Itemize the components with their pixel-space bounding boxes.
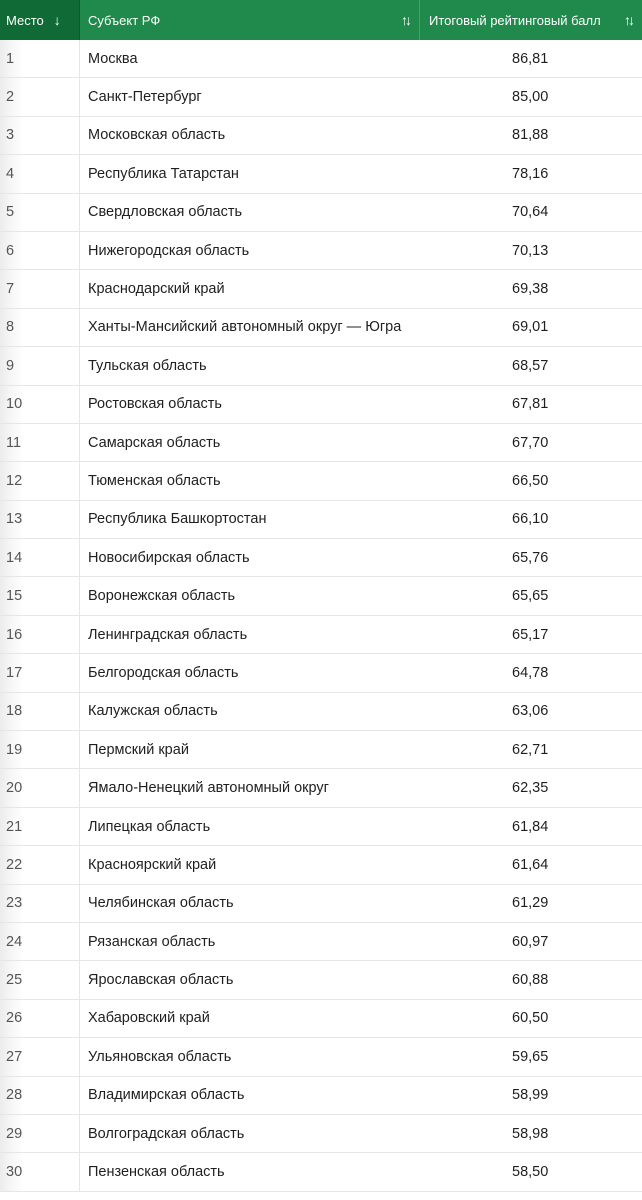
cell-subject: Краснодарский край (88, 281, 225, 298)
column-header-place[interactable] (0, 0, 80, 40)
cell-score: 58,99 (512, 1087, 549, 1104)
cell-place: 11 (0, 424, 80, 461)
cell-score: 81,88 (512, 127, 549, 144)
cell-score: 58,98 (512, 1125, 549, 1142)
cell-score: 65,65 (512, 588, 549, 605)
cell-subject: Пензенская область (88, 1164, 225, 1181)
table-header (0, 0, 642, 40)
cell-place: 19 (0, 731, 80, 768)
cell-place: 1 (0, 40, 80, 77)
table-row (0, 616, 642, 654)
cell-place: 9 (0, 347, 80, 384)
cell-place: 14 (0, 539, 80, 576)
column-header-subject[interactable] (80, 0, 420, 40)
column-header-subject-label: Субъект РФ (88, 12, 161, 28)
table-row (0, 654, 642, 692)
cell-subject: Тюменская область (88, 472, 221, 489)
table-row (0, 1153, 642, 1191)
cell-place: 23 (0, 885, 80, 922)
cell-subject: Владимирская область (88, 1087, 245, 1104)
cell-place: 10 (0, 386, 80, 423)
cell-subject: Челябинская область (88, 895, 234, 912)
cell-subject: Ханты-Мансийский автономный округ — Югра (88, 319, 402, 336)
table-row (0, 270, 642, 308)
cell-score: 66,10 (512, 511, 549, 528)
cell-score: 86,81 (512, 50, 549, 67)
sort-desc-icon[interactable]: ↓ (53, 12, 61, 28)
table-row (0, 424, 642, 462)
table-row (0, 961, 642, 999)
cell-place: 4 (0, 155, 80, 192)
cell-subject: Тульская область (88, 357, 207, 374)
table-row (0, 40, 642, 78)
table-row (0, 194, 642, 232)
cell-subject: Ульяновская область (88, 1048, 232, 1065)
cell-score: 60,50 (512, 1010, 549, 1027)
cell-subject: Новосибирская область (88, 549, 250, 566)
cell-subject: Московская область (88, 127, 226, 144)
cell-score: 61,29 (512, 895, 549, 912)
cell-subject: Липецкая область (88, 818, 211, 835)
cell-subject: Пермский край (88, 741, 189, 758)
cell-score: 64,78 (512, 664, 549, 681)
table-row (0, 1038, 642, 1076)
cell-place: 6 (0, 232, 80, 269)
table-body (0, 40, 642, 1192)
cell-place: 5 (0, 194, 80, 231)
cell-score: 61,84 (512, 818, 549, 835)
cell-score: 62,35 (512, 780, 549, 797)
cell-place: 2 (0, 78, 80, 115)
cell-place: 3 (0, 117, 80, 154)
cell-place: 8 (0, 309, 80, 346)
cell-subject: Хабаровский край (88, 1010, 210, 1027)
cell-place: 30 (0, 1153, 80, 1190)
cell-subject: Ярославская область (88, 972, 234, 989)
table-row (0, 155, 642, 193)
cell-place: 16 (0, 616, 80, 653)
table-row (0, 769, 642, 807)
cell-score: 66,50 (512, 472, 549, 489)
cell-subject: Ростовская область (88, 396, 222, 413)
table-row (0, 462, 642, 500)
table-row (0, 1000, 642, 1038)
table-row (0, 539, 642, 577)
cell-subject: Самарская область (88, 434, 221, 451)
table-row (0, 731, 642, 769)
cell-place: 26 (0, 1000, 80, 1037)
cell-place: 22 (0, 846, 80, 883)
cell-score: 60,97 (512, 933, 549, 950)
cell-subject: Волгоградская область (88, 1125, 245, 1142)
column-header-score-label: Итоговый рейтинговый балл (429, 12, 601, 28)
table-row (0, 386, 642, 424)
cell-subject: Белгородская область (88, 664, 239, 681)
table-row (0, 577, 642, 615)
cell-score: 67,81 (512, 396, 549, 413)
cell-score: 67,70 (512, 434, 549, 451)
cell-subject: Калужская область (88, 703, 218, 720)
cell-place: 7 (0, 270, 80, 307)
table-row (0, 232, 642, 270)
cell-place: 20 (0, 769, 80, 806)
cell-score: 78,16 (512, 165, 549, 182)
table-row (0, 1077, 642, 1115)
cell-place: 13 (0, 501, 80, 538)
table-row (0, 78, 642, 116)
cell-subject: Рязанская область (88, 933, 216, 950)
cell-subject: Воронежская область (88, 588, 236, 605)
cell-score: 85,00 (512, 89, 549, 106)
cell-subject: Ленинградская область (88, 626, 248, 643)
cell-place: 12 (0, 462, 80, 499)
sort-toggle-icon[interactable]: ↑↓ (624, 12, 632, 28)
cell-score: 59,65 (512, 1048, 549, 1065)
cell-place: 29 (0, 1115, 80, 1152)
table-row (0, 808, 642, 846)
cell-place: 27 (0, 1038, 80, 1075)
table-row (0, 1115, 642, 1153)
cell-score: 61,64 (512, 856, 549, 873)
table-row (0, 923, 642, 961)
column-header-score[interactable] (420, 0, 642, 40)
cell-place: 21 (0, 808, 80, 845)
cell-score: 63,06 (512, 703, 549, 720)
cell-score: 70,13 (512, 242, 549, 259)
cell-subject: Красноярский край (88, 856, 217, 873)
cell-subject: Свердловская область (88, 204, 243, 221)
cell-score: 60,88 (512, 972, 549, 989)
cell-place: 17 (0, 654, 80, 691)
table-row (0, 117, 642, 155)
cell-subject: Нижегородская область (88, 242, 250, 259)
cell-subject: Ямало-Ненецкий автономный округ (88, 780, 329, 797)
sort-toggle-icon[interactable]: ↑↓ (401, 12, 409, 28)
cell-score: 65,17 (512, 626, 549, 643)
table-row (0, 347, 642, 385)
cell-score: 58,50 (512, 1164, 549, 1181)
cell-score: 70,64 (512, 204, 549, 221)
cell-score: 62,71 (512, 741, 549, 758)
cell-place: 15 (0, 577, 80, 614)
table-row (0, 309, 642, 347)
cell-score: 69,38 (512, 281, 549, 298)
table-row (0, 693, 642, 731)
cell-place: 25 (0, 961, 80, 998)
cell-subject: Республика Татарстан (88, 165, 239, 182)
cell-score: 68,57 (512, 357, 549, 374)
table-row (0, 501, 642, 539)
column-header-place-label: Место (6, 12, 44, 28)
cell-score: 65,76 (512, 549, 549, 566)
cell-place: 18 (0, 693, 80, 730)
cell-score: 69,01 (512, 319, 549, 336)
table-row (0, 846, 642, 884)
cell-place: 24 (0, 923, 80, 960)
table-row (0, 885, 642, 923)
cell-subject: Республика Башкортостан (88, 511, 267, 528)
cell-place: 28 (0, 1077, 80, 1114)
cell-subject: Москва (88, 50, 138, 67)
cell-subject: Санкт-Петербург (88, 89, 202, 106)
